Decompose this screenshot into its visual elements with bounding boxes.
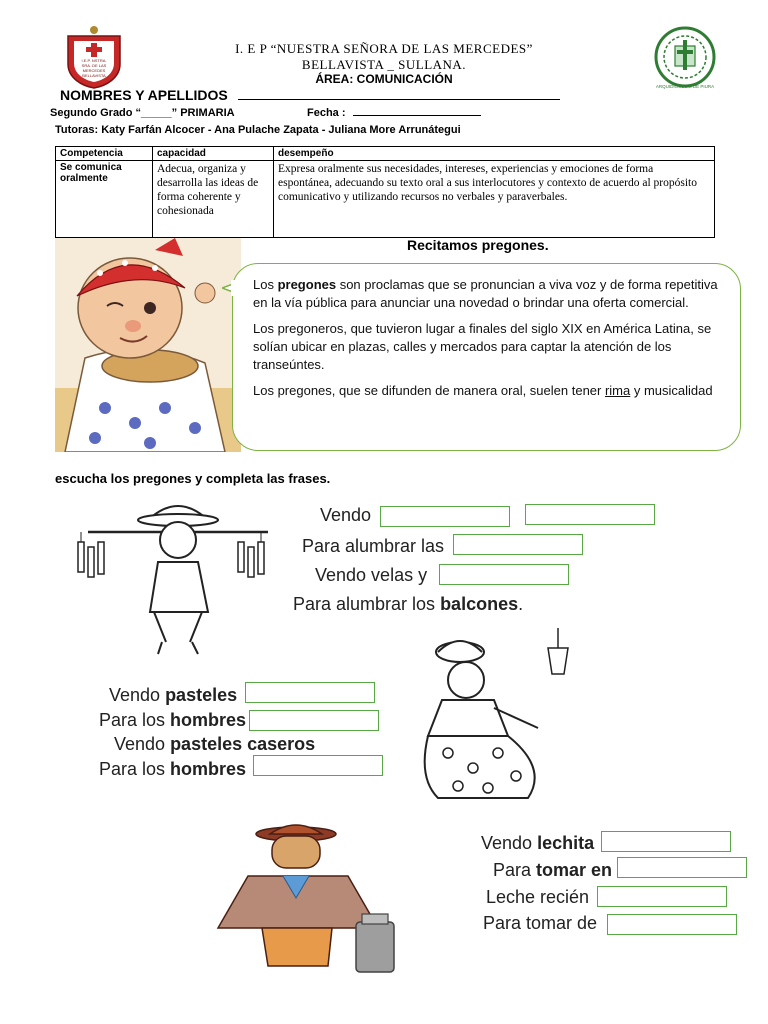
pasteles-line-1 (109, 685, 237, 706)
name-label: NOMBRES Y APELLIDOS (60, 87, 228, 103)
lechita-line-2 (493, 860, 612, 881)
text-fragment-bold: pasteles (165, 685, 238, 705)
candle-vendor-illustration (68, 492, 280, 662)
text-fragment: y musicalidad (630, 383, 713, 398)
velas-line-2: Para alumbrar las (302, 536, 445, 556)
table-header-cell: capacidad (153, 147, 274, 161)
text-fragment-bold: hombres (170, 759, 247, 779)
school-location: BELLAVISTA _ SULLANA. (301, 57, 467, 72)
text-fragment-bold: tomar en (536, 860, 613, 880)
tutors-line: Tutoras: Katy Farfán Alcocer - Ana Pulache Zapata - Juliana More Arrunátegui (55, 124, 461, 136)
table-header-cell: desempeño (274, 147, 715, 161)
blank-pasteles-1[interactable] (245, 682, 375, 703)
text-fragment: Los pregones, que se difunden de manera oral, suelen tener (253, 383, 605, 398)
lechita-line-1 (481, 833, 594, 854)
blank-velas-2[interactable] (453, 534, 583, 555)
table-row (56, 161, 715, 238)
lechita-line-3: Leche recién (486, 887, 590, 907)
lechita-line-4: Para tomar de (483, 913, 598, 933)
blank-pasteles-2[interactable] (249, 710, 379, 731)
lesson-title: Recitamos pregones. (407, 237, 549, 253)
blank-lechita-4[interactable] (607, 914, 737, 935)
text-fragment: Para alumbrar los (293, 594, 441, 614)
lesson-paragraph-3 (253, 382, 729, 400)
student-name-row (60, 87, 560, 103)
grade-label: Segundo Grado “_____” PRIMARIA (50, 107, 235, 119)
table-cell-desempeno: Expresa oralmente sus necesidades, intereses, experiencias y emociones de forma espontánea, adecuando su texto oral a sus interlocutores y contexto de acuerdo al propósito comunicativo y utilizando recursos no verbales y paraverbales. (274, 161, 715, 238)
table-cell-competencia: Se comunica oralmente (56, 161, 153, 238)
text-fragment: Vendo (114, 734, 171, 754)
velas-line-3: Vendo velas y (315, 565, 428, 585)
text-fragment: son proclamas que se pronuncian a viva voz y de forma repetitiva en la vía pública para anunciar una novedad o brindar una oferta comercial. (253, 277, 718, 310)
pasteles-line-4 (99, 759, 246, 780)
grade-row (50, 107, 235, 119)
text-fragment: Vendo (109, 685, 166, 705)
right-logo-text: ARQUIDIÓCESIS DE PIURA (655, 84, 715, 89)
text-fragment: . (518, 594, 524, 614)
pastry-vendor-illustration (398, 628, 584, 806)
text-fragment-bold: lechita (537, 833, 595, 853)
text-fragment: Para (493, 860, 537, 880)
date-label: Fecha : (307, 107, 346, 119)
lesson-paragraph-1 (253, 276, 729, 312)
blank-lechita-2[interactable] (617, 857, 747, 878)
instruction-text: escucha los pregones y completa las frases. (55, 471, 331, 486)
text-fragment: Para los (99, 710, 171, 730)
name-line[interactable] (238, 99, 560, 100)
date-row (307, 107, 481, 119)
milk-vendor-illustration (208, 816, 410, 976)
keyword-pregones: pregones (277, 277, 337, 292)
text-fragment-bold: hombres (170, 710, 247, 730)
pasteles-line-3 (114, 734, 315, 755)
area-title: ÁREA: COMUNICACIÓN (315, 72, 453, 86)
table-header-cell: Competencia (56, 147, 153, 161)
text-fragment: Vendo (481, 833, 538, 853)
blank-velas-1b[interactable] (525, 504, 655, 525)
school-name: I. E P “NUESTRA SEÑORA DE LAS MERCEDES” (235, 41, 533, 56)
text-fragment: Para los (99, 759, 171, 779)
table-cell-capacidad: Adecua, organiza y desarrolla las ideas de forma coherente y cohesionada (153, 161, 274, 238)
blank-lechita-3[interactable] (597, 886, 727, 907)
table-header-row (56, 147, 715, 161)
pasteles-line-2 (99, 710, 246, 731)
vendor-girl-illustration (55, 238, 241, 452)
text-fragment: Los (253, 277, 278, 292)
text-fragment-bold: pasteles caseros (170, 734, 316, 754)
blank-pasteles-3[interactable] (253, 755, 383, 776)
keyword-rima: rima (604, 383, 631, 398)
capacity-table (55, 146, 715, 238)
blank-velas-1a[interactable] (380, 506, 510, 527)
velas-line-1: Vendo (320, 505, 372, 525)
blank-velas-3[interactable] (439, 564, 569, 585)
left-logo-text: I.E.P. NSTRA. SRA. DE LAS MERCEDES BELLAVISTA (81, 58, 107, 78)
text-fragment-bold: balcones (440, 594, 519, 614)
lesson-text (253, 276, 729, 408)
speech-bubble-tail-cover (231, 280, 235, 296)
lesson-paragraph-2: Los pregoneros, que tuvieron lugar a finales del siglo XIX en América Latina, se solían ubicar en plazas, calles y mercados para captar la atención de los transeúntes. (253, 321, 712, 372)
date-line[interactable] (353, 115, 481, 116)
velas-line-4 (293, 594, 523, 615)
blank-lechita-1[interactable] (601, 831, 731, 852)
